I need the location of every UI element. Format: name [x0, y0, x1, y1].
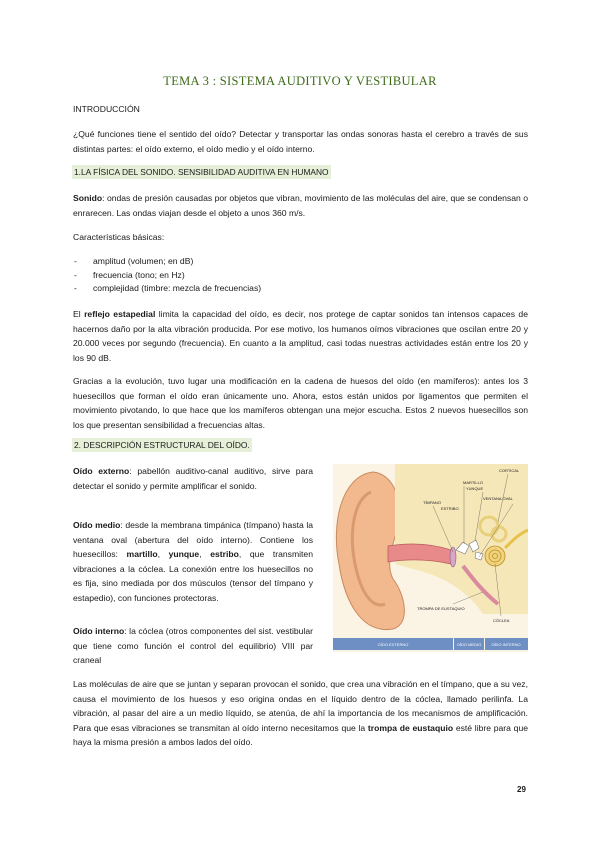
oido-interno-text: : la cóclea (otros componentes del sist. vestibular que tiene como función el control del equilibrio) VIII par craneal — [73, 626, 313, 665]
sonido-term: Sonido — [73, 193, 103, 203]
final-text-1: Las moléculas de aire que se juntan y separan provocan el sonido, que crea una vibración en el tímpano, que a su vez, causa el movimiento de los huesos y eso origina ondas en el líquido dentro de la cóclea, llamado perilinfa. La vibración, al pasar del aire a un medio líquido, se atenúa, de ahí la importancia de los mecanismos de amplificación. Para que esas vibraciones se transmitan al oído interno necesitamos que la — [73, 679, 528, 733]
martillo-term: martillo — [126, 549, 158, 559]
label-cortical: CORTICAL — [499, 468, 520, 473]
label-coclea: CÓCLEA — [493, 618, 510, 623]
caracteristicas-heading: Características básicas: — [73, 232, 165, 242]
reflejo-paragraph — [73, 307, 528, 365]
page-title: TEMA 3 : SISTEMA AUDITIVO Y VESTIBULAR — [163, 74, 437, 88]
reflejo-pre: El — [73, 309, 85, 319]
section-2-heading: 2. DESCRIPCIÓN ESTRUCTURAL DEL OÍDO. — [74, 440, 250, 450]
list-item: - amplitud (volumen; en dB) — [73, 255, 261, 269]
intro-heading: INTRODUCCIÓN — [73, 104, 140, 114]
sonido-paragraph — [73, 191, 528, 220]
label-oido-externo: OÍDO EXTERNO — [377, 642, 409, 647]
oido-medio-term: Oído medio — [73, 520, 121, 530]
page-number: 29 — [517, 785, 526, 794]
medio-sep-2: , — [199, 549, 211, 559]
label-timpano: TÍMPANO — [423, 500, 441, 505]
oido-medio-text-2: , que transmiten vibraciones a la cóclea. La conexión entre los huesecillos no es fija, sino mediada por dos músculos (tensor del tímpano y estapedio), con funciones protectoras. — [73, 549, 313, 603]
reflejo-term: reflejo estapedial — [84, 309, 156, 319]
evolucion-paragraph: Gracias a la evolución, tuvo lugar una modificación en la cadena de huesos del oído (en mamíferos): antes los 3 huesecillos que forman el oído eran únicamente uno. Ahora, estos están unidos por ligamentos que permiten el movimiento pivotando, lo que hace que los mamíferos obtengan una mejor escucha. Estos 2 nuevos huesecillos son los que presentan sensibilidad a frecuencias altas. — [73, 376, 528, 430]
list-item: - complejidad (timbre: mezcla de frecuencias) — [73, 282, 261, 296]
label-ventana-oval: VENTANA OVAL — [483, 496, 513, 501]
list-item: - frecuencia (tono; en Hz) — [73, 269, 261, 283]
section-1-heading: 1.LA FÍSICA DEL SONIDO. SENSIBILIDAD AUDITIVA EN HUMANO — [74, 167, 329, 177]
oido-interno-paragraph — [73, 624, 313, 668]
ear-anatomy-figure — [333, 464, 528, 652]
intro-paragraph: ¿Qué funciones tiene el sentido del oído? Detectar y transportar las ondas sonoras hasta el cerebro a través de sus distintas partes: el oído externo, el oído medio y el oído interno. — [73, 129, 528, 154]
estribo-term: estribo — [210, 549, 239, 559]
cochlea-shape — [485, 546, 505, 566]
oido-medio-paragraph — [73, 518, 313, 605]
caracteristicas-list — [73, 255, 261, 296]
reflejo-text: limita la capacidad del oído, es decir, nos protege de captar sonidos tan intensos capaces de hacernos daño por la alta vibración producida. Por ese motivo, los humanos oímos vibraciones que oscilan entre 20 y 20.000 veces por segundo (frecuencia). En cuanto a la amplitud, casi todas nuestras actividades están entre los 20 y los 90 dB. — [73, 309, 528, 363]
trompa-term: trompa de eustaquio — [367, 722, 454, 733]
label-yunque: YUNQUE — [466, 486, 484, 491]
yunque-term: yunque — [168, 549, 200, 559]
label-trompa: TROMPA DE EUSTAQUIO — [417, 606, 465, 611]
final-text-2: esté libre para que haya la misma presión a ambos lados del oído. — [73, 722, 529, 747]
oido-externo-term: Oído externo — [73, 466, 130, 476]
oido-externo-text: : pabellón auditivo-canal auditivo, sirve para detectar el sonido y permite amplificar el sonido. — [73, 466, 313, 491]
final-paragraph — [73, 677, 528, 750]
label-oido-medio: OÍDO MEDIO — [456, 642, 482, 647]
oido-externo-paragraph — [73, 464, 313, 493]
label-oido-interno: OÍDO INTERNO — [491, 642, 521, 647]
sonido-text: : ondas de presión causadas por objetos que vibran, movimiento de las moléculas del aire, que se condensan o enrarecen. Las ondas viajan desde el objeto a unos 360 m/s. — [73, 193, 528, 218]
oido-medio-text-1: : desde la membrana timpánica (tímpano) hasta la ventana oval (abertura del oído interno). Contiene los huesecillos: — [73, 520, 314, 559]
label-martillo: MARTILLO — [463, 480, 483, 485]
medio-sep-1: , — [157, 549, 169, 559]
tympanic-membrane — [450, 547, 456, 567]
oido-interno-term: Oído interno — [73, 626, 125, 636]
label-estribo: ESTRIBO — [441, 506, 459, 511]
